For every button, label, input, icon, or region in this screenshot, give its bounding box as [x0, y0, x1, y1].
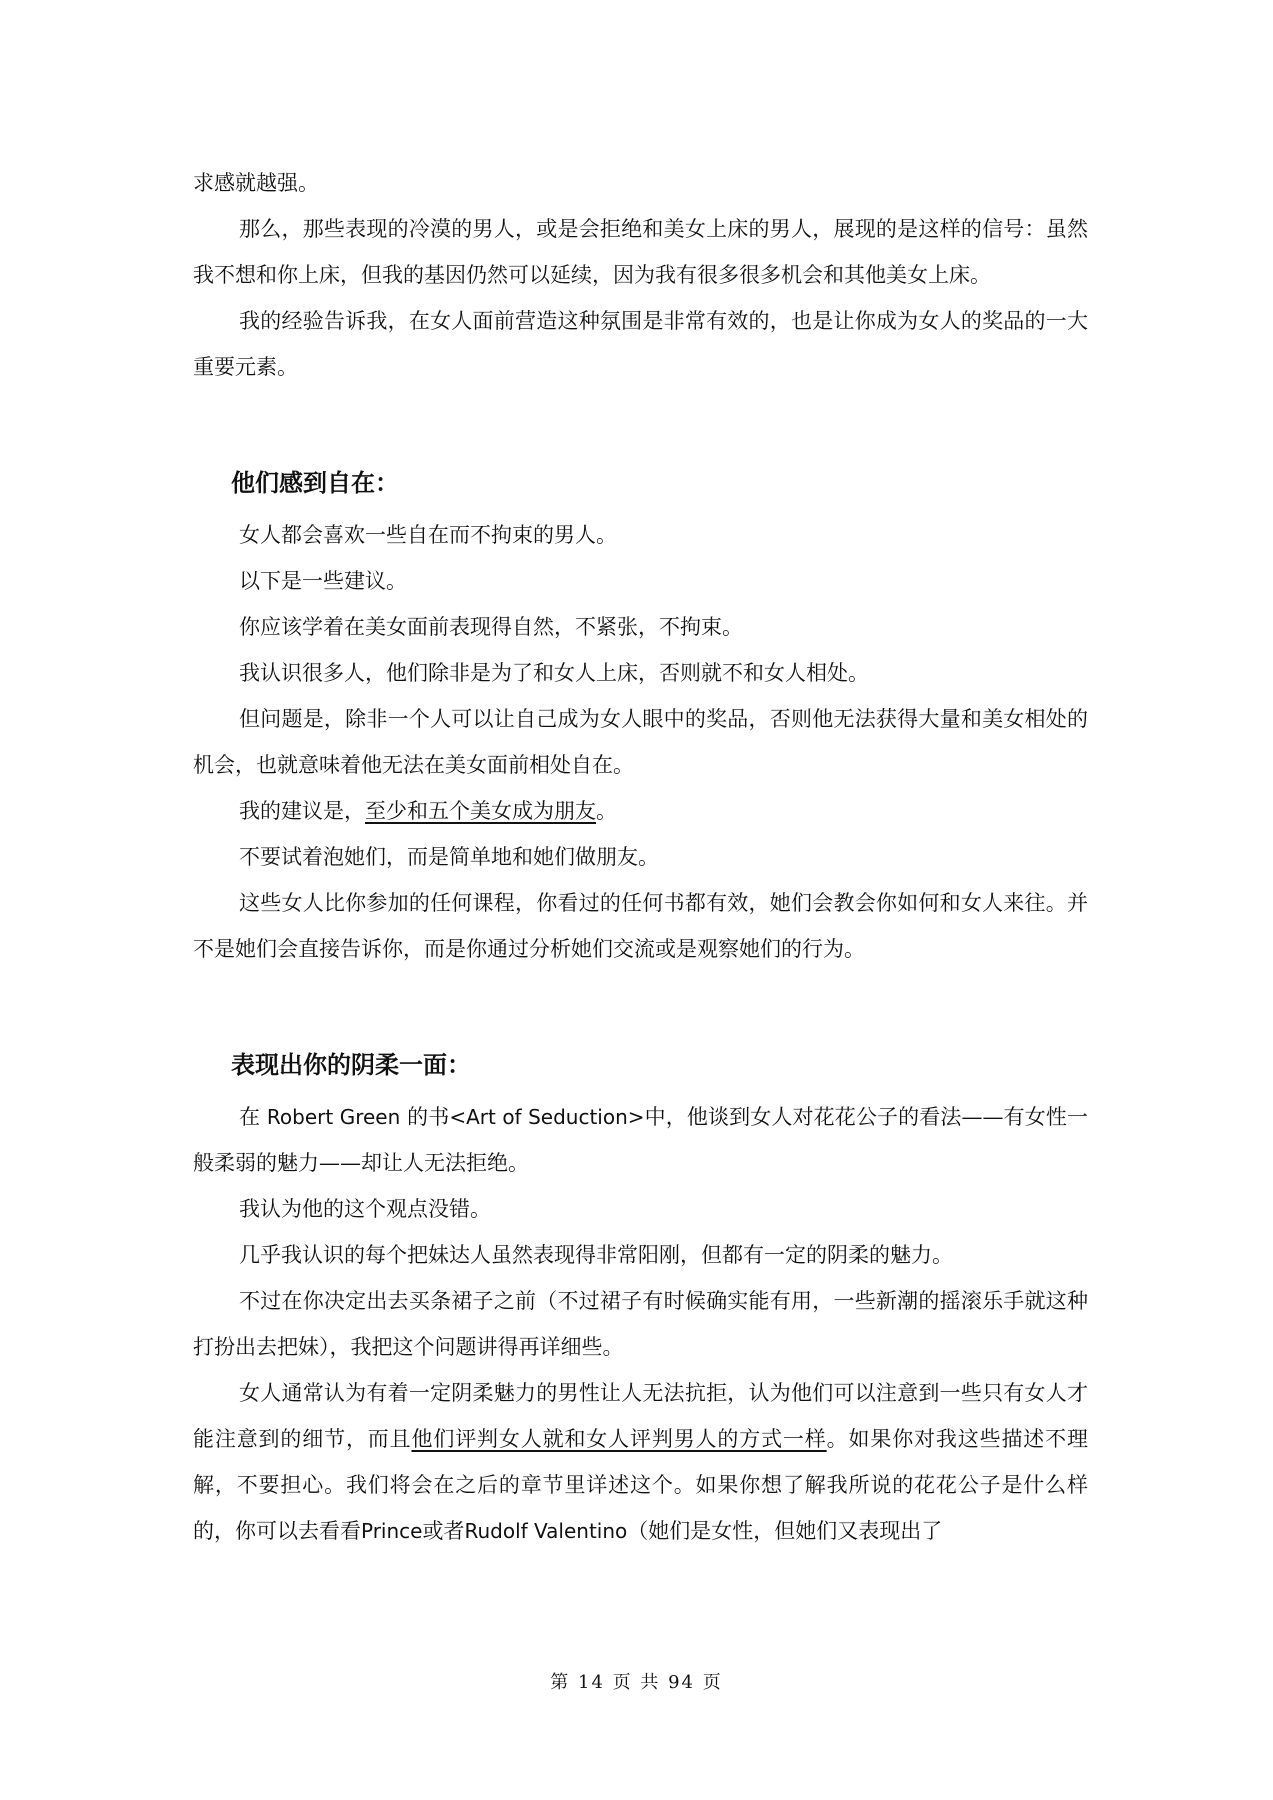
section-spacer	[193, 1018, 1088, 1042]
underlined-text: 他们评判女人就和女人评判男人的方式一样	[411, 1427, 827, 1451]
section-spacer	[193, 390, 1088, 436]
text-run: 女人通常认为有着一定阴柔魅力的男性让人无法抗拒，认为他们可以注意到一些只有女人才能注意到的细节，而且	[193, 1381, 1088, 1451]
paragraph: 我认为他的这个观点没错。	[239, 1197, 491, 1221]
page-footer: 第 14 页 共 94 页	[550, 1672, 723, 1693]
text-run: 我的建议是，	[239, 799, 365, 823]
paragraph: 以下是一些建议。	[239, 569, 407, 593]
paragraph: 女人都会喜欢一些自在而不拘束的男人。	[239, 523, 617, 547]
paragraph: 这些女人比你参加的任何课程，你看过的任何书都有效，她们会教会你如何和女人来往。并不是她们会直接告诉你，而是你通过分析她们交流或是观察她们的行为。	[193, 891, 1088, 961]
text-run: 的书	[400, 1105, 450, 1129]
text-run: 或者	[422, 1519, 465, 1543]
paragraph: 但问题是，除非一个人可以让自己成为女人眼中的奖品，否则他无法获得大量和美女相处的机会，也就意味着他无法在美女面前相处自在。	[193, 707, 1088, 777]
section-heading-at-ease: 他们感到自在：	[231, 469, 399, 497]
paragraph: 我认识很多人，他们除非是为了和女人上床，否则就不和女人相处。	[239, 661, 869, 685]
section-spacer	[193, 436, 1088, 460]
latin-text: Robert Green	[266, 1105, 401, 1129]
section-spacer	[193, 972, 1088, 1018]
section-heading-feminine-side: 表现出你的阴柔一面：	[231, 1051, 471, 1079]
page-content	[193, 160, 1088, 1554]
paragraph: 不要试着泡她们，而是简单地和她们做朋友。	[239, 845, 659, 869]
text-run: 中，他谈到女人对花花公子的看法——有女性一般柔弱的魅力——却让人无法拒绝。	[193, 1105, 1088, 1175]
text-run: 。	[596, 799, 617, 823]
paragraph: 不过在你决定出去买条裙子之前（不过裙子有时候确实能有用，一些新潮的摇滚乐手就这种打扮出去把妹），我把这个问题讲得再详细些。	[193, 1289, 1088, 1359]
paragraph	[193, 788, 1088, 834]
paragraph: 你应该学着在美女面前表现得自然，不紧张，不拘束。	[239, 615, 743, 639]
latin-text: Rudolf Valentino	[464, 1519, 628, 1543]
text-run: 在	[239, 1105, 267, 1129]
underlined-text: 至少和五个美女成为朋友	[365, 799, 596, 823]
latin-text: <Art of Seduction>	[449, 1105, 645, 1129]
paragraph: 求感就越强。	[193, 171, 319, 195]
paragraph: 那么，那些表现的冷漠的男人，或是会拒绝和美女上床的男人，展现的是这样的信号：虽然我不想和你上床，但我的基因仍然可以延续，因为我有很多很多机会和其他美女上床。	[193, 217, 1088, 287]
paragraph	[193, 1370, 1088, 1554]
text-run: （她们是女性，但她们又表现出了	[627, 1519, 943, 1543]
paragraph: 我的经验告诉我，在女人面前营造这种氛围是非常有效的，也是让你成为女人的奖品的一大重要元素。	[193, 309, 1088, 379]
paragraph	[193, 1094, 1088, 1186]
paragraph: 几乎我认识的每个把妹达人虽然表现得非常阳刚，但都有一定的阴柔的魅力。	[239, 1243, 953, 1267]
latin-text: Prince	[361, 1519, 423, 1543]
text-run: 。如果你对我这些描述不理解，不要担心。我们将会在之后的章节里详述这个。如果你想了解我所说的花花公子是什么样的，你可以去看看	[193, 1427, 1089, 1543]
